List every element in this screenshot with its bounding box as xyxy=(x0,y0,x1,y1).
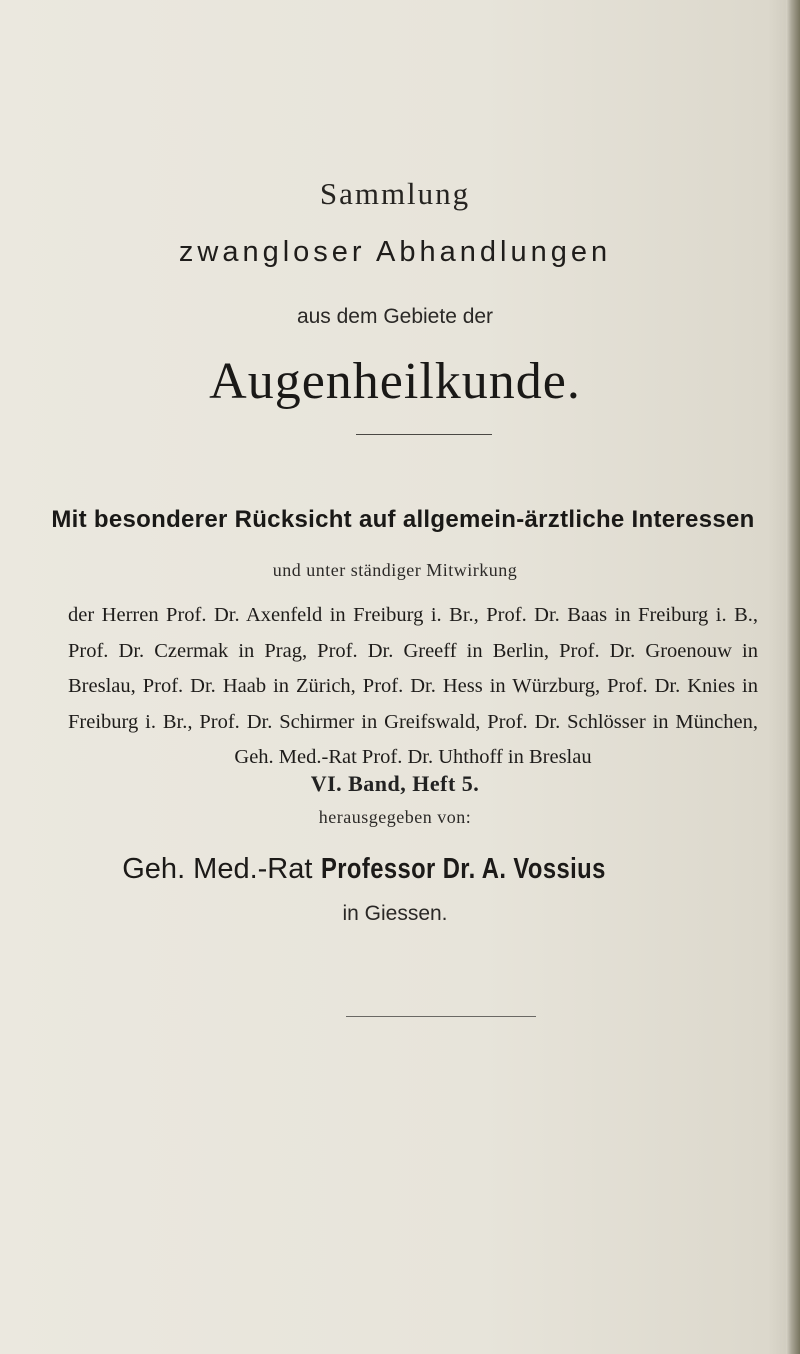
editor-name: Professor Dr. A. Vossius xyxy=(320,853,606,885)
volume-issue: VI. Band, Heft 5. xyxy=(310,771,480,796)
collaboration-intro: und unter ständiger Mitwirkung xyxy=(272,560,518,580)
main-title: Augenheilkunde. xyxy=(209,353,581,410)
editor-label: herausgegeben von: xyxy=(318,807,472,827)
field-line: aus dem Gebiete der xyxy=(296,305,494,328)
contributors-list: der Herren Prof. Dr. Axenfeld in Freiburg i. Br., Prof. Dr. Baas in Freiburg i. B., Prof. Dr. Czermak in Prag, Prof. Dr. Greeff in Berlin, Prof. Dr. Groenouw in Breslau, Prof. Dr. Haab in Zürich, Prof. Dr. Hess in Würzburg, Prof. Dr. Knies in Freiburg i. Br., Prof. Dr. Schirmer in Greifswald, Prof. Dr. Schlösser in München, Geh. Med.-Rat Prof. Dr. Uhthoff in Breslau xyxy=(68,604,758,768)
editor-title-prefix: Geh. Med.-Rat xyxy=(122,853,313,885)
bottom-rule xyxy=(346,1016,536,1017)
editor-city: in Giessen. xyxy=(342,902,448,925)
divider-rule xyxy=(356,434,492,435)
editor-line xyxy=(0,853,790,886)
series-subtitle: zwangloser Abhandlungen xyxy=(178,236,612,268)
emphasis-line: Mit besonderer Rücksicht auf allgemein-ärztliche Interessen xyxy=(51,506,755,533)
series-title: Sammlung xyxy=(319,176,471,211)
